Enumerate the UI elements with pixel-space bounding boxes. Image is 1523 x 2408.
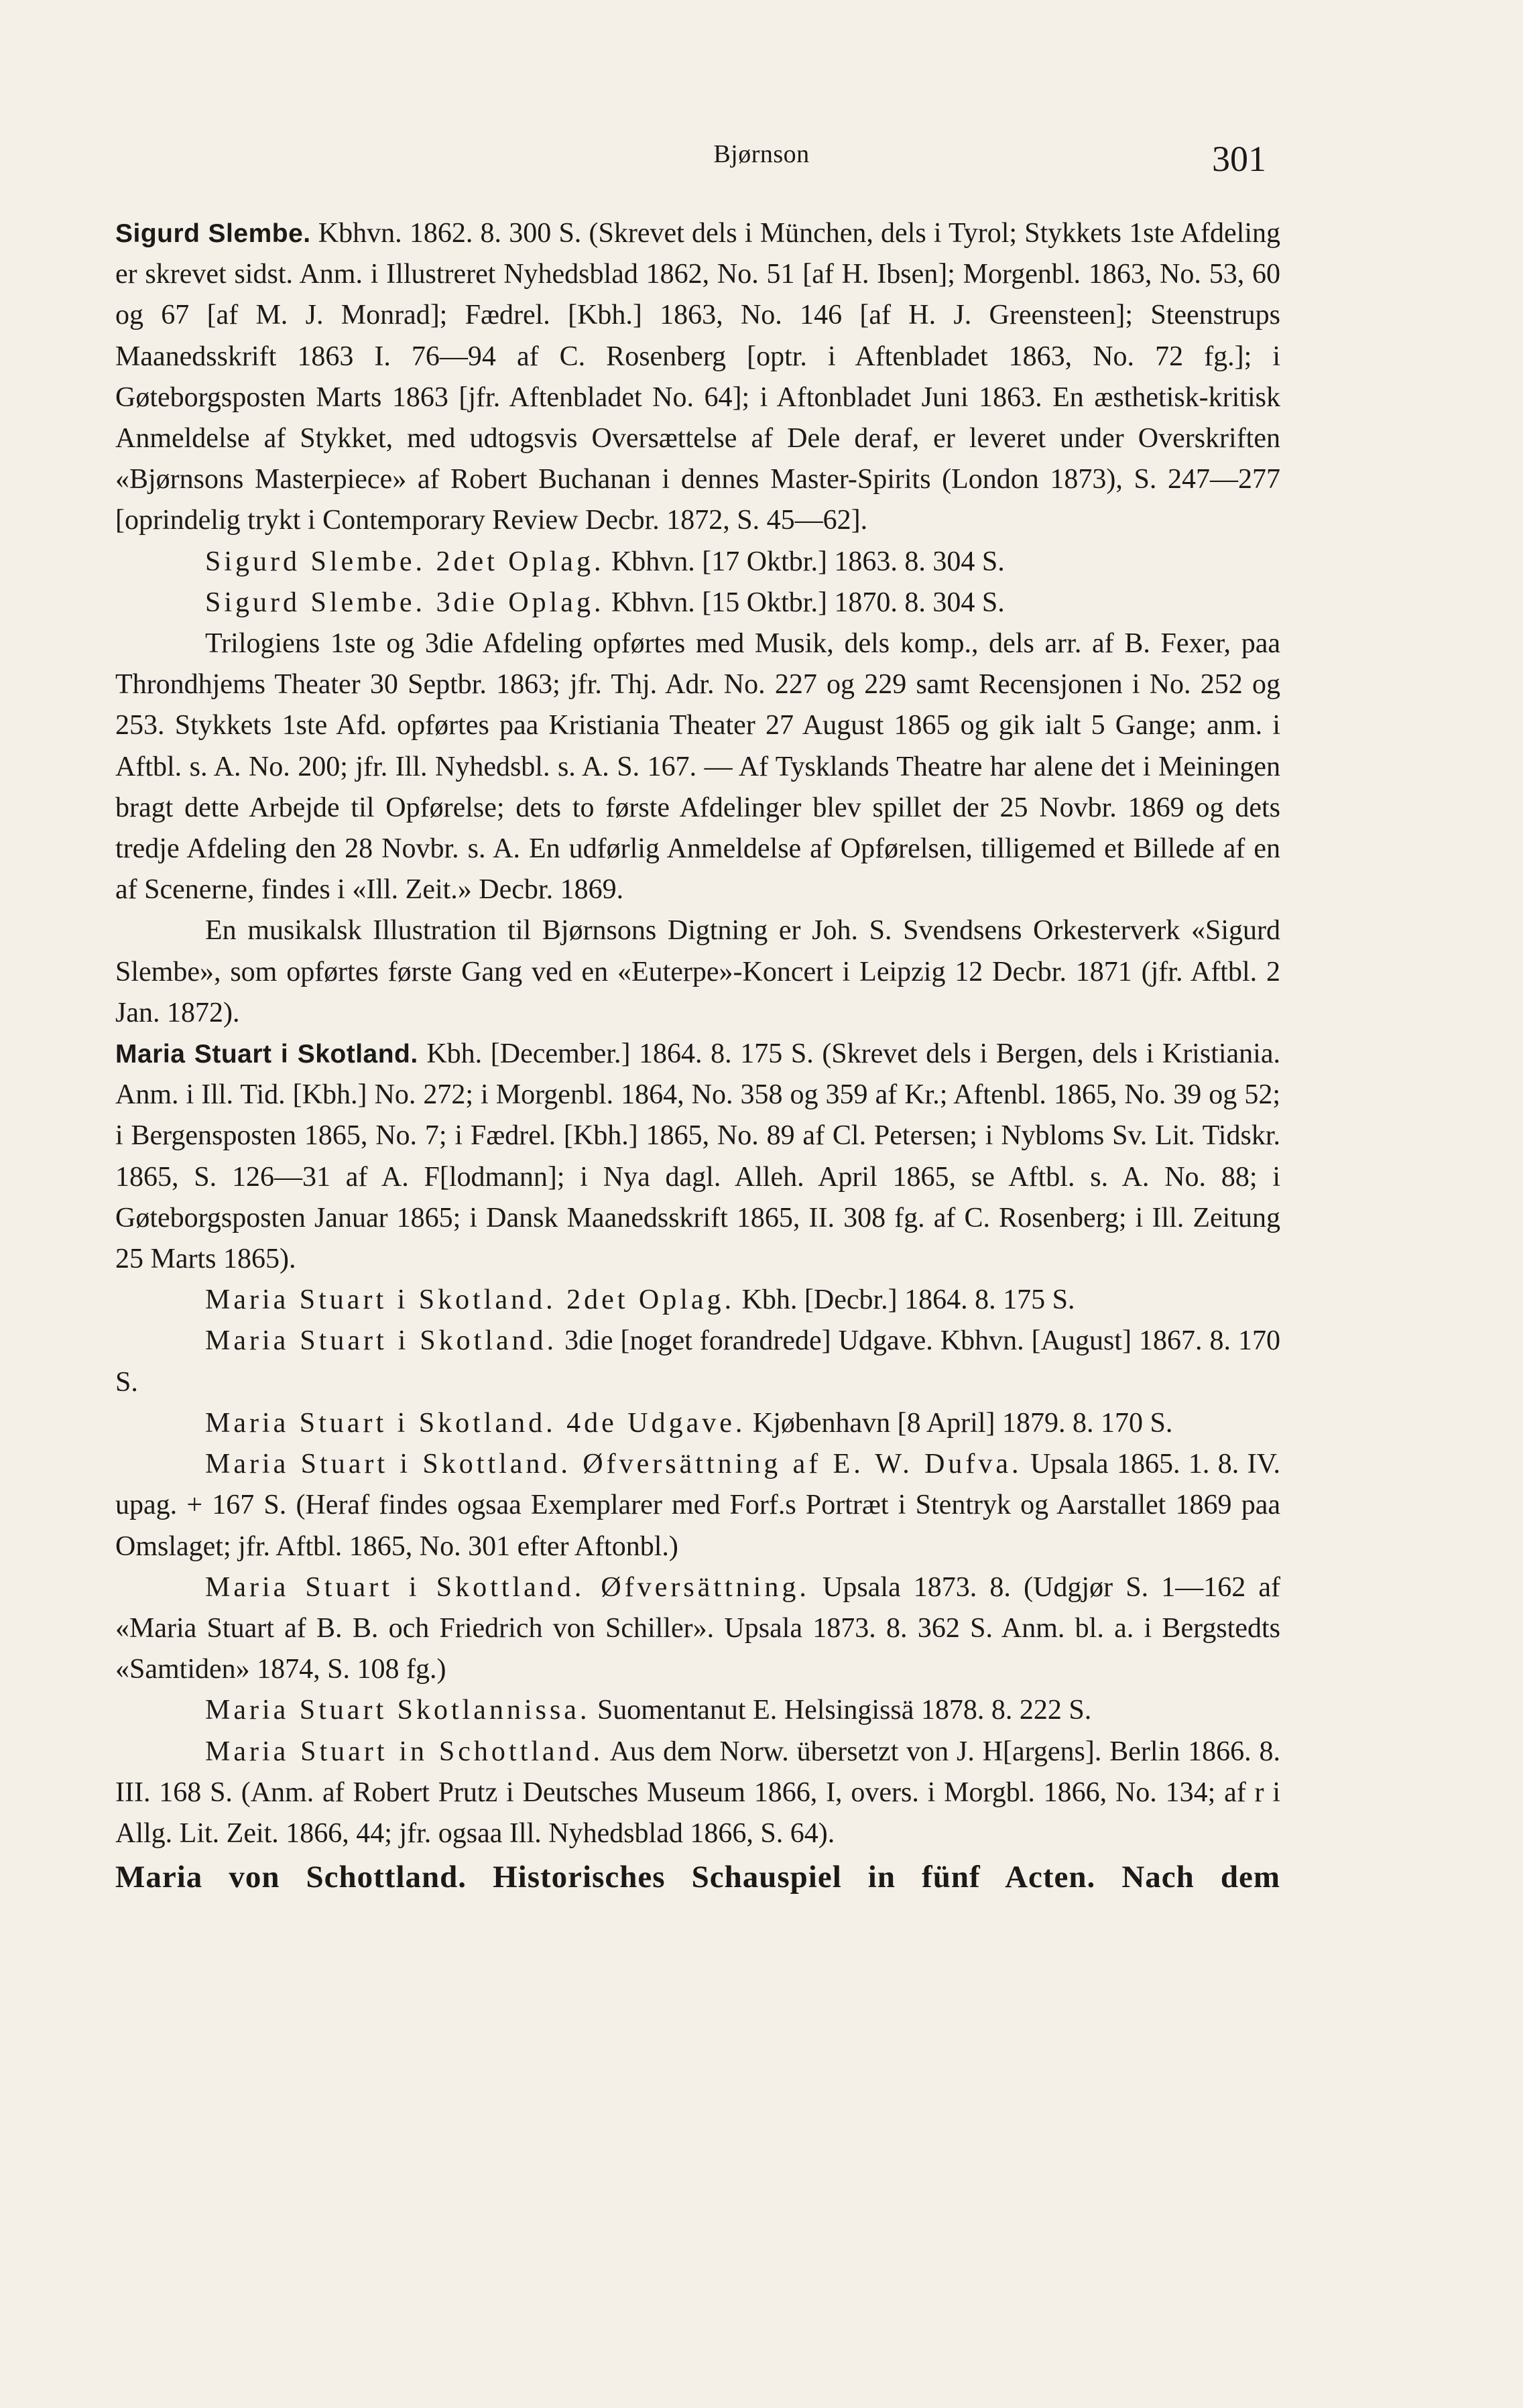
entry-translation — [115, 1690, 1280, 1731]
edition-title: Maria Stuart i Skotland. 4de Udgave. — [205, 1407, 746, 1439]
edition-title: Sigurd Slembe. 2det Oplag. — [205, 546, 605, 577]
translation-text: Upsala 1865. 1. 8. IV. upag. + 167 S. (Heraf findes ogsaa Exemplarer med Forf.s Portræt i Stentryk og Aarstallet 1869 paa Omslaget; jfr. Aftbl. 1865, No. 301 efter Aftonbl.) — [115, 1449, 1281, 1562]
entry-edition — [115, 1280, 1280, 1321]
translation-title: Maria Stuart i Skottland. Øfversättning af E. W. Dufva. — [205, 1449, 1022, 1480]
edition-text: Kjøbenhavn [8 April] 1879. 8. 170 S. — [745, 1407, 1173, 1439]
entry-edition — [115, 583, 1280, 623]
entry-edition — [115, 1403, 1280, 1444]
edition-title: Maria Stuart i Skotland. 2det Oplag. — [205, 1284, 735, 1316]
translation-title: Maria Stuart in Schottland. — [205, 1736, 604, 1767]
edition-text: Kbhvn. [15 Oktbr.] 1870. 8. 304 S. — [604, 587, 1005, 618]
entry-title: Maria Stuart i Skotland. — [115, 1040, 418, 1069]
translation-text: Suomentanut E. Helsingissä 1878. 8. 222 S. — [590, 1695, 1092, 1726]
entry-maria-stuart — [115, 1034, 1280, 1280]
translation-title: Maria Stuart Skotlannissa. — [205, 1695, 591, 1726]
entry-edition — [115, 542, 1280, 583]
blackletter-title-line: Maria von Schottland. Historisches Schauspiel in fünf Acten. Nach dem — [115, 1860, 1280, 1895]
edition-text: Kbh. [Decbr.] 1864. 8. 175 S. — [735, 1284, 1075, 1316]
edition-text: 3die [noget forandrede] Udgave. Kbhvn. [August] 1867. 8. 170 S. — [115, 1325, 1280, 1398]
entry-translation — [115, 1444, 1280, 1567]
translation-text: Upsala 1873. 8. (Udgjør S. 1—162 af «Maria Stuart af B. B. och Friedrich von Schiller». Upsala 1873. 8. 362 S. Anm. bl. a. i Bergstedts «Samtiden» 1874, S. 108 fg.) — [115, 1571, 1280, 1685]
entry-translation — [115, 1732, 1280, 1855]
page-body — [115, 213, 1280, 1898]
entry-text: Kbh. [December.] 1864. 8. 175 S. (Skrevet dels i Bergen, dels i Kristiania. Anm. i Ill. Tid. [Kbh.] No. 272; i Morgenbl. 1864, No. 358 og 359 af Kr.; Aftenbl. 1865, No. 39 og 52; i Bergensposten 1865, No. 7; i Fædrel. [Kbh.] 1865, No. 89 af Cl. Petersen; i Nybloms Sv. Lit. Tidskr. 1865, S. 126—31 af A. F[lodmann]; i Nya dagl. Alleh. April 1865, se Aftbl. s. A. No. 88; i Gøteborgsposten Januar 1865; i Dansk Maanedsskrift 1865, II. 308 fg. af C. Rosenberg; i Ill. Zeitung 25 Marts 1865). — [115, 1038, 1280, 1275]
note-paragraph: Trilogiens 1ste og 3die Afdeling opførtes med Musik, dels komp., dels arr. af B. Fexer, paa Throndhjems Theater 30 Septbr. 1863; jfr. Thj. Adr. No. 227 og 229 samt Recensjonen i No. 252 og 253. Stykkets 1ste Afd. opførtes paa Kristiania Theater 27 August 1865 og gik ialt 5 Gange; anm. i Aftbl. s. A. No. 200; jfr. Ill. Nyhedsbl. s. A. S. 167. — Af Tysklands Theatre har alene det i Meiningen bragt dette Arbejde til Opførelse; dets to første Afdelinger blev spillet der 25 Novbr. 1869 og dets tredje Afdeling den 28 Novbr. s. A. En udførlig Anmeldelse af Opførelsen, tilligemed et Billede af en af Scenerne, findes i «Ill. Zeit.» Decbr. 1869. — [115, 628, 1280, 906]
edition-text: Kbhvn. [17 Oktbr.] 1863. 8. 304 S. — [604, 546, 1005, 577]
translation-title: Maria Stuart i Skottland. Øfversättning. — [205, 1571, 810, 1603]
entry-translation — [115, 1567, 1280, 1691]
entry-edition — [115, 1321, 1280, 1402]
page-number: 301 — [1212, 139, 1266, 179]
entry-text: Kbhvn. 1862. 8. 300 S. (Skrevet dels i München, dels i Tyrol; Stykkets 1ste Afdeling er skrevet sidst. Anm. i Illustreret Nyhedsblad 1862, No. 51 [af H. Ibsen]; Morgenbl. 1863, No. 53, 60 og 67 [af M. J. Monrad]; Fædrel. [Kbh.] 1863, No. 146 [af H. J. Greensteen]; Steenstrups Maanedsskrift 1863 I. 76—94 af C. Rosenberg [optr. i Aftenbladet 1863, No. 72 fg.]; i Gøteborgsposten Marts 1863 [jfr. Aftenbladet No. 64]; i Aftonbladet Juni 1863. En æsthetisk-kritisk Anmeldelse af Stykket, med udtogsvis Oversættelse af Dele deraf, er leveret under Overskriften «Bjørnsons Masterpiece» af Robert Buchanan i dennes Master-Spirits (London 1873), S. 247—277 [oprindelig trykt i Contemporary Review Decbr. 1872, S. 45—62]. — [115, 218, 1280, 536]
entry-title: Sigurd Slembe. — [115, 219, 311, 248]
running-head: Bjørnson — [713, 140, 810, 168]
note-paragraph: En musikalsk Illustration til Bjørnsons Digtning er Joh. S. Svendsens Orkesterverk «Sigurd Slembe», som opførtes første Gang ved en «Euterpe»-Koncert i Leipzig 12 Decbr. 1871 (jfr. Aftbl. 2 Jan. 1872). — [115, 915, 1280, 1028]
entry-sigurd-slembe — [115, 213, 1280, 542]
translation-text: Aus dem Norw. übersetzt von J. H[argens]. Berlin 1866. 8. III. 168 S. (Anm. af Robert Prutz i Deutsches Museum 1866, I, overs. i Morgbl. 1866, No. 134; af r i Allg. Lit. Zeit. 1866, 44; jfr. ogsaa Ill. Nyhedsblad 1866, S. 64). — [115, 1736, 1280, 1849]
edition-title: Sigurd Slembe. 3die Oplag. — [205, 587, 605, 618]
edition-title: Maria Stuart i Skotland. — [205, 1325, 558, 1357]
